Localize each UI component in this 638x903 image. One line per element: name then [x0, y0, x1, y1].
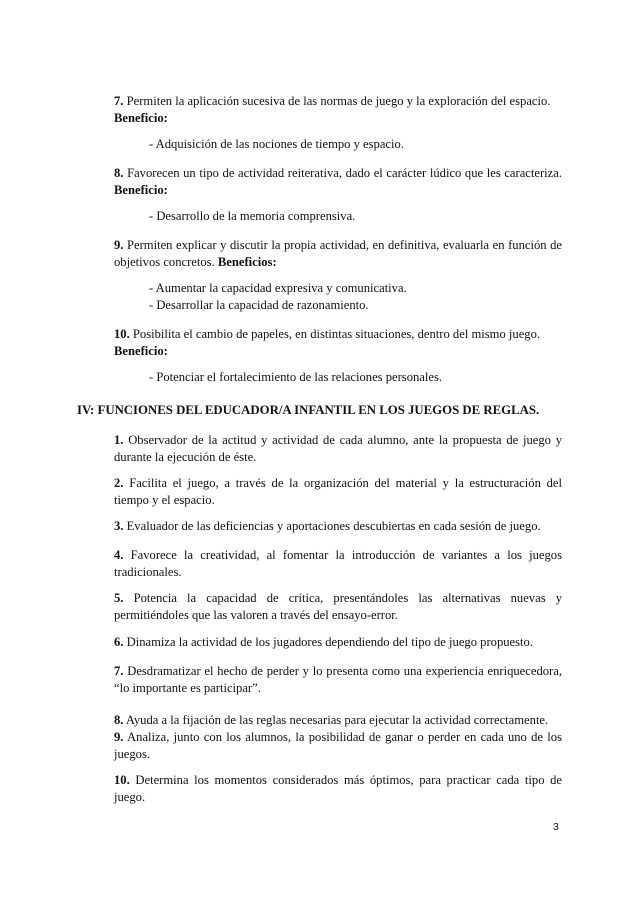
item-text: Ayuda a la fijación de las reglas necesarias para ejecutar la actividad correctamente.: [125, 713, 549, 727]
item-text: Evaluador de las deficiencias y aportaciones descubiertas en cada sesión de juego.: [126, 519, 541, 533]
item-number: 7.: [114, 664, 124, 678]
item-text: Analiza, junto con los alumnos, la posibilidad de ganar o perder en cada uno de los juegos.: [114, 730, 562, 761]
item-number: 10.: [114, 327, 130, 341]
item-number: 2.: [114, 476, 124, 490]
paragraph-item-10: [114, 326, 562, 360]
item-text: Facilita el juego, a través de la organización del material y la estructuración del tiempo y el espacio.: [114, 476, 562, 507]
item-number: 3.: [114, 519, 124, 533]
item-number: 6.: [114, 635, 124, 649]
item-text: Permiten la aplicación sucesiva de las normas de juego y la exploración del espacio.: [126, 94, 551, 108]
item-text: Permiten explicar y discutir la propia actividad, en definitiva, evaluarla en función de objetivos concretos.: [114, 238, 563, 269]
item-number: 1.: [114, 433, 124, 447]
item-number: 9.: [114, 730, 124, 744]
function-item-9: [114, 729, 562, 763]
benefit-label: Beneficio:: [114, 344, 168, 358]
item-text: Favorece la creatividad, al fomentar la introducción de variantes a los juegos tradicionales.: [114, 548, 562, 579]
item-text: Favorecen un tipo de actividad reiterativa, dado el carácter lúdico que les caracteriza.: [127, 166, 562, 180]
item-number: 8.: [114, 166, 124, 180]
benefit-label: Beneficio:: [114, 183, 168, 197]
function-item-10: [114, 772, 562, 806]
paragraph-item-8: [114, 165, 562, 199]
benefit-line: - Potenciar el fortalecimiento de las relaciones personales.: [149, 370, 443, 384]
benefit-line: - Desarrollo de la memoria comprensiva.: [149, 209, 356, 223]
function-item-4: [114, 547, 562, 581]
benefit-line: - Aumentar la capacidad expresiva y comunicativa.: [149, 281, 407, 295]
item-number: 8.: [114, 713, 124, 727]
item-text: Observador de la actitud y actividad de cada alumno, ante la propuesta de juego y durante la ejecución de éste.: [114, 433, 563, 464]
item-number: 9.: [114, 238, 124, 252]
benefit-label: Beneficio:: [114, 111, 168, 125]
benefit-label: Beneficios:: [217, 255, 277, 269]
benefit-line: - Desarrollar la capacidad de razonamiento.: [149, 298, 369, 312]
function-item-1: [114, 432, 562, 466]
paragraph-item-7: [114, 93, 562, 127]
function-item-2: [114, 475, 562, 509]
item-text: Potencia la capacidad de crítica, presentándoles las alternativas nuevas y permitiéndoles que las valoren a través del ensayo-error.: [114, 591, 563, 622]
item-number: 10.: [114, 773, 130, 787]
item-text: Dinamiza la actividad de los jugadores dependiendo del tipo de juego propuesto.: [126, 635, 533, 649]
function-item-3: [114, 518, 562, 535]
page-number: 3: [553, 821, 559, 833]
paragraph-item-9: [114, 237, 562, 271]
function-item-5: [114, 590, 562, 624]
function-item-8: [114, 712, 562, 729]
function-item-6: [114, 634, 562, 651]
item-text: Posibilita el cambio de papeles, en distintas situaciones, dentro del mismo juego.: [132, 327, 541, 341]
item-text: Determina los momentos considerados más óptimos, para practicar cada tipo de juego.: [114, 773, 563, 804]
function-item-7: [114, 663, 562, 697]
item-number: 5.: [114, 591, 124, 605]
item-number: 7.: [114, 94, 124, 108]
benefit-line: - Adquisición de las nociones de tiempo y espacio.: [149, 137, 404, 151]
item-text: Desdramatizar el hecho de perder y lo presenta como una experiencia enriquecedora, “lo importante es participar”.: [114, 664, 562, 695]
item-number: 4.: [114, 548, 124, 562]
section-heading: IV: FUNCIONES DEL EDUCADOR/A INFANTIL EN LOS JUEGOS DE REGLAS.: [77, 403, 540, 417]
